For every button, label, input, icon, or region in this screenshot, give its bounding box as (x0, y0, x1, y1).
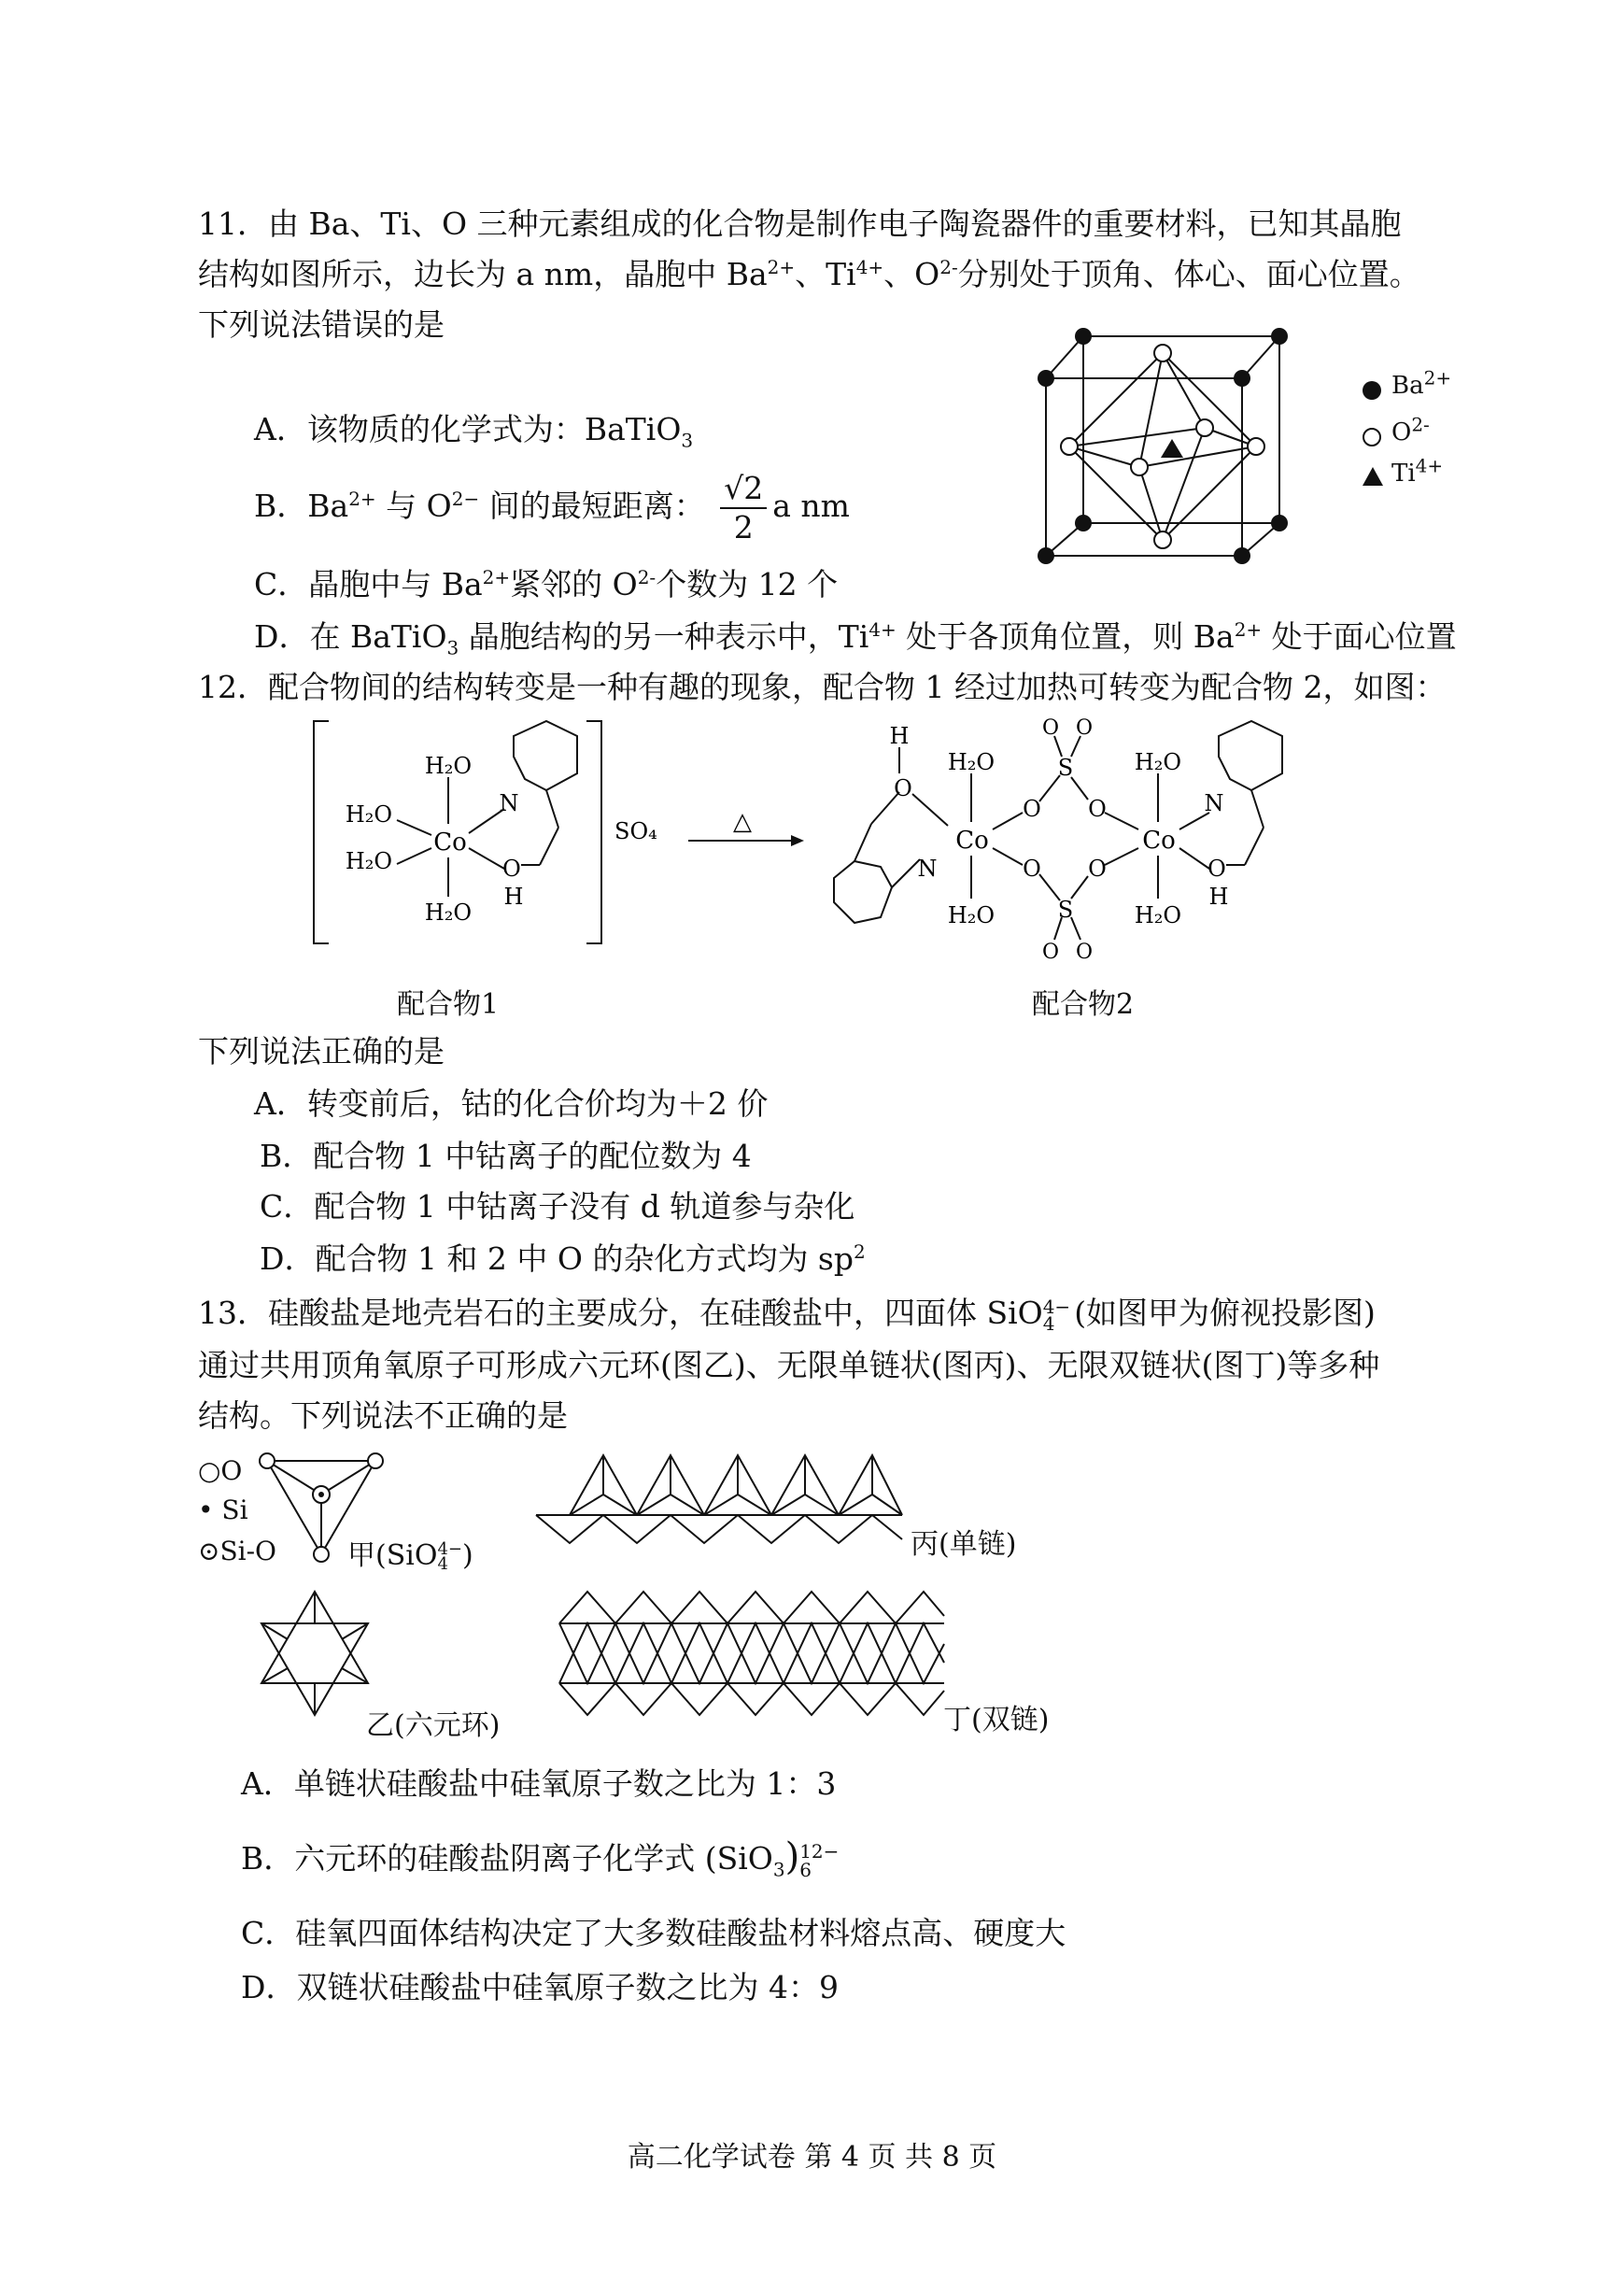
complex1-n: N (499, 790, 519, 816)
o-legend-icon (1361, 426, 1383, 448)
q13-option-c: C．硅氧四面体结构决定了大多数硅酸盐材料熔点高、硬度大 (241, 1915, 1066, 1951)
complex2-s-bottom: S (1057, 897, 1074, 923)
complex2-co-left: Co (955, 827, 989, 855)
complex2-o-top1: O (1041, 716, 1060, 740)
complex2-h-top: H (889, 723, 910, 749)
single-chain-figure (532, 1448, 906, 1551)
silicate-legend-si: • Si (198, 1495, 248, 1525)
complex2-o-bridge1: O (1023, 796, 1041, 822)
complex1-water-top: H₂O (424, 753, 473, 779)
six-ring-figure (254, 1588, 375, 1719)
complex2-water-right-bottom: H₂O (1134, 902, 1182, 928)
q13-option-b: B．六元环的硅酸盐阴离子化学式 (SiO$_3$) 12− 6 (241, 1835, 840, 1881)
silicate-legend-o: ○O (198, 1455, 243, 1486)
yi-label: 乙(六元环) (366, 1709, 501, 1742)
complex2-o-bridge4: O (1088, 856, 1107, 882)
q12-option-a: A．转变前后，钴的化合价均为＋2 价 (254, 1085, 769, 1122)
q12-option-d: D．配合物 1 和 2 中 O 的杂化方式均为 $sp^2$ (260, 1240, 866, 1277)
complex2-o-left: O (894, 775, 912, 801)
legend-ba-label: $Ba^{2+}$ (1391, 366, 1452, 400)
q12-option-c: C．配合物 1 中钴离子没有 d 轨道参与杂化 (260, 1188, 855, 1225)
q11-stem-line3: 下列说法错误的是 (198, 306, 445, 343)
complex1-o: O (502, 856, 521, 882)
complex2-water-left-top: H₂O (947, 749, 996, 775)
complex2-label: 配合物2 (1032, 988, 1135, 1021)
complex1-structure (308, 719, 682, 962)
complex1-h: H (503, 884, 524, 910)
q11-option-d: D．在 BaTiO$_3$ 晶胞结构的另一种表示中，$Ti^{4+}$ 处于各顶角位置，则 $Ba^{2+}$ 处于面心位置 (254, 618, 1457, 659)
complex1-label: 配合物1 (397, 988, 500, 1021)
q12-option-b: B．配合物 1 中钴离子的配位数为 4 (260, 1138, 752, 1174)
complex2-n-right: N (1204, 790, 1224, 816)
complex2-o-bridge2: O (1088, 796, 1107, 822)
complex2-co-right: Co (1142, 827, 1176, 855)
complex2-s-top: S (1057, 755, 1074, 781)
double-chain-figure (556, 1588, 948, 1723)
complex2-water-left-bottom: H₂O (947, 902, 996, 928)
legend-o-label: $O^{2-}$ (1391, 413, 1430, 446)
q13-stem-line1: 13．硅酸盐是地壳岩石的主要成分，在硅酸盐中，四面体 SiO 4− 4 (如图甲为俯视投影图) (198, 1295, 1376, 1335)
page-footer: 高二化学试卷 第 4 页 共 8 页 (627, 2141, 997, 2174)
complex1-water-bottom: H₂O (424, 900, 473, 926)
ti-legend-icon (1361, 465, 1385, 489)
q13-option-d: D．双链状硅酸盐中硅氧原子数之比为 4：9 (241, 1969, 839, 2005)
q11-option-b: B．$Ba^{2+}$ 与 $O^{2-}$ 间的最短距离： $\frac{√2}{2}$ a nm (254, 470, 850, 545)
reaction-arrow (686, 803, 808, 859)
complex1-sulfate: SO₄ (614, 818, 657, 844)
q11-option-c: C．晶胞中与 $Ba^{2+}$紧邻的 $O^{2-}$个数为 12 个 (254, 566, 839, 602)
complex2-o-bottom2: O (1075, 941, 1094, 964)
complex2-n-left: N (917, 856, 938, 882)
complex1-water-left1: H₂O (345, 801, 393, 828)
q13-option-a: A．单链状硅酸盐中硅氧原子数之比为 1：3 (241, 1765, 837, 1802)
complex2-h-right: H (1208, 884, 1229, 910)
q11-stem-line2: 结构如图所示，边长为 a nm，晶胞中 $Ba^{2+}$、$Ti^{4+}$、$O^{2-}$分别处于顶角、体心、面心位置。 (198, 256, 1420, 292)
complex1-co: Co (433, 829, 467, 857)
complex2-o-top2: O (1075, 716, 1094, 740)
q12-stem: 12．配合物间的结构转变是一种有趣的现象，配合物 1 经过加热可转变为配合物 2，如图： (198, 669, 1447, 705)
complex2-structure (826, 716, 1349, 964)
complex1-water-left2: H₂O (345, 848, 393, 874)
q11-option-b-fraction: $\frac{√2}{2}$ (720, 470, 767, 546)
silicate-legend-sio: ⊙Si-O (198, 1536, 277, 1566)
complex2-o-right: O (1207, 856, 1226, 882)
ba-legend-icon (1361, 379, 1383, 402)
bing-label: 丙(单链) (911, 1528, 1017, 1561)
complex2-water-right-top: H₂O (1134, 749, 1182, 775)
crystal-cell-figure (1027, 318, 1307, 570)
ding-label: 丁(双链) (943, 1704, 1050, 1736)
q13-stem-line2: 通过共用顶角氧原子可形成六元环(图乙)、无限单链状(图丙)、无限双链状(图丁)等多种 (198, 1347, 1380, 1383)
heat-symbol: △ (733, 808, 752, 836)
jia-label: 甲(SiO 4− 4 ) (347, 1539, 473, 1574)
q12-question: 下列说法正确的是 (198, 1033, 445, 1070)
legend-ti-label: $Ti^{4+}$ (1391, 454, 1444, 488)
q11-stem-line1: 11．由 Ba、Ti、O 三种元素组成的化合物是制作电子陶瓷器件的重要材料，已知其晶胞 (198, 205, 1402, 242)
complex2-o-bottom1: O (1041, 941, 1060, 964)
q13-stem-line3: 结构。下列说法不正确的是 (198, 1397, 568, 1434)
complex2-o-bridge3: O (1023, 856, 1041, 882)
q11-option-a: A．该物质的化学式为：BaTiO$_3$ (254, 411, 694, 452)
